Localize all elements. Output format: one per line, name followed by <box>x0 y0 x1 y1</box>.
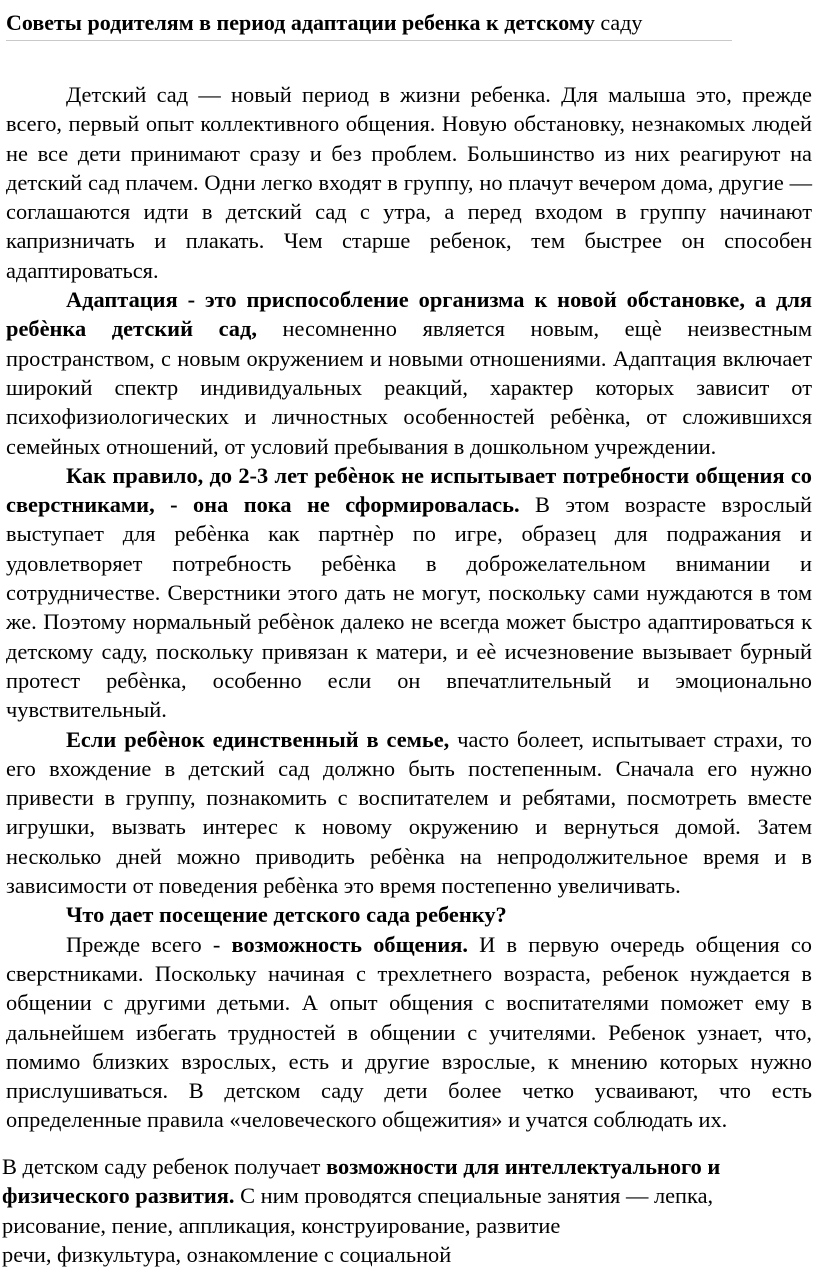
paragraph-age-bold: Как правило, до 2-3 лет ребѐнок не испытывает потребности общения со сверстниками, - она пока не сформировалась. <box>6 462 812 518</box>
development-line-1-pre: В детском саду ребенок получает <box>2 1154 327 1179</box>
paragraph-intro-text: Детский сад — новый период в жизни ребенка. Для малыша это, прежде всего, первый опыт коллективного общения. Новую обстановку, незнакомых людей не все дети принимают сразу и без проблем. Большинство из них реагируют на детский сад плачем. Одни легко входят в группу, но плачут вечером дома, другие — соглашаются идти в детский сад с утра, а перед входом в группу начинают капризничать и плакать. Чем старше ребенок, тем быстрее он способен адаптироваться. <box>6 82 812 283</box>
paragraph-communication-bold: возможность общения. <box>231 931 468 957</box>
development-line-2-bold: физического развития. <box>2 1183 235 1209</box>
paragraph-only-child <box>6 725 812 901</box>
development-line-2 <box>2 1181 802 1210</box>
development-line-4: речи, физкультура, ознакомление с социальной <box>2 1241 452 1267</box>
paragraph-communication-pre: Прежде всего - <box>66 931 232 957</box>
paragraph-intro <box>6 80 812 285</box>
development-line-1 <box>2 1152 802 1181</box>
title-bold: Советы родителям в период адаптации ребенка к детскому <box>6 10 595 35</box>
paragraph-only-child-text: часто болеет, испытывает страхи, то его вхождение в детский сад должно быть постепенным. Сначала его нужно привести в группу, познакомить с воспитателем и ребятами, посмотреть вместе игрушки, вызвать интерес к новому окружению и вернуться домой. Затем несколько дней можно приводить ребѐнка на непродолжительное время и в зависимости от поведения ребѐнка это время постепенно увеличивать. <box>6 726 812 899</box>
paragraph-communication <box>6 930 812 1135</box>
paragraph-adaptation <box>6 285 812 461</box>
section-heading <box>6 900 812 929</box>
title-normal: саду <box>594 10 643 35</box>
paragraph-development <box>2 1152 802 1269</box>
paragraph-age-text: В этом возрасте взрослый выступает для ребѐнка как партнѐр по игре, образец для подражания и удовлетворяет потребность ребѐнка в доброжелательном внимании и сотрудничестве. Сверстники этого дать не могут, поскольку сами нуждаются в том же. Поэтому нормальный ребѐнок далеко не всегда может быстро адаптироваться к детскому саду, поскольку привязан к матери, и еѐ исчезновение вызывает бурный протест ребѐнка, особенно если он впечатлительный и эмоционально чувствительный. <box>6 492 812 723</box>
development-line-1-bold: возможности для интеллектуального и <box>326 1154 721 1179</box>
paragraph-communication-text: И в первую очередь общения со сверстниками. Поскольку начиная с трехлетнего возраста, ребенок нуждается в общении с другими детьми. А опыт общения с воспитателями поможет ему в дальнейшем избегать трудностей в общении с учителями. Ребенок узнает, что, помимо близких взрослых, есть и другие взрослые, к мнению которых нужно прислушиваться. В детском саду дети более четко усваивают, что есть определенные правила «человеческого общежития» и учатся соблюдать их. <box>6 931 812 1133</box>
document-body <box>6 80 812 1135</box>
document-title <box>6 8 732 41</box>
paragraph-age <box>6 461 812 725</box>
paragraph-adaptation-text: несомненно является новым, ещѐ неизвестным пространством, с новым окружением и новыми отношениями. Адаптация включает широкий спектр индивидуальных реакций, характер которых зависит от психофизиологических и личностных особенностей ребѐнка, от сложившихся семейных отношений, от условий пребывания в дошкольном учреждении. <box>6 316 812 459</box>
development-line-3: рисование, пение, аппликация, конструирование, развитие <box>2 1212 561 1238</box>
paragraph-adaptation-bold: Адаптация - это приспособление организма к новой обстановке, а для ребѐнка детский сад, <box>6 287 812 342</box>
development-line-2-text: С ним проводятся специальные занятия — лепка, <box>234 1183 714 1209</box>
section-heading-text: Что дает посещение детского сада ребенку? <box>66 902 507 928</box>
paragraph-only-child-bold: Если ребѐнок единственный в семье, <box>66 726 450 752</box>
